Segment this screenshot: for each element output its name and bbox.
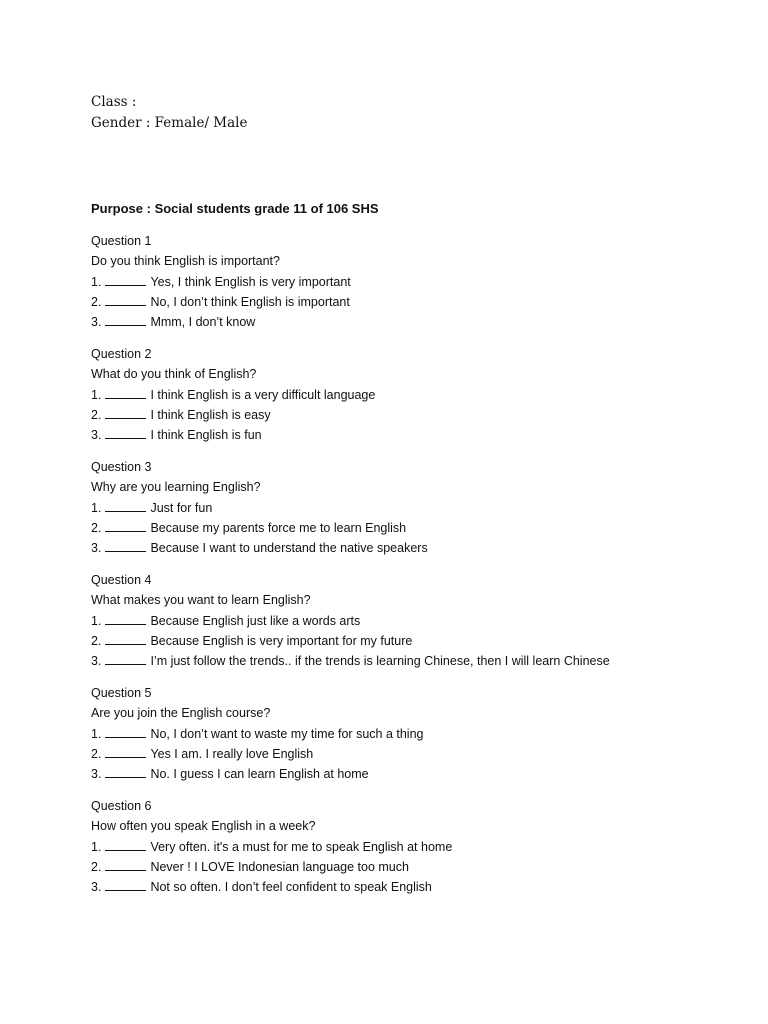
option-number: 3. bbox=[91, 541, 102, 556]
answer-blank-line[interactable] bbox=[105, 726, 146, 738]
option-number: 1. bbox=[91, 613, 102, 628]
option-number: 3. bbox=[91, 428, 102, 443]
option-text: I think English is a very difficult language bbox=[150, 387, 376, 402]
answer-option bbox=[91, 631, 731, 651]
option-text: Not so often. I don’t feel confident to speak English bbox=[150, 880, 432, 895]
answer-option bbox=[91, 877, 731, 897]
question-block-4 bbox=[91, 570, 731, 671]
option-number: 1. bbox=[91, 726, 102, 741]
answer-option bbox=[91, 837, 731, 857]
question-title: Question 2 bbox=[91, 346, 152, 361]
question-prompt: Why are you learning English? bbox=[91, 480, 261, 495]
answer-blank-line[interactable] bbox=[105, 274, 146, 286]
question-prompt: Are you join the English course? bbox=[91, 706, 271, 721]
question-prompt: What makes you want to learn English? bbox=[91, 593, 311, 608]
answer-option bbox=[91, 498, 731, 518]
answer-option bbox=[91, 385, 731, 405]
answer-blank-line[interactable] bbox=[105, 859, 146, 871]
option-text: No, I don’t think English is important bbox=[150, 294, 350, 309]
question-title: Question 5 bbox=[91, 685, 152, 700]
answer-option bbox=[91, 538, 731, 558]
option-number: 2. bbox=[91, 633, 102, 648]
option-text: Because I want to understand the native speakers bbox=[150, 541, 428, 556]
option-number: 1. bbox=[91, 839, 102, 854]
option-number: 2. bbox=[91, 520, 102, 535]
answer-option bbox=[91, 744, 731, 764]
question-prompt: Do you think English is important? bbox=[91, 254, 280, 269]
option-text: Very often. it's a must for me to speak English at home bbox=[150, 839, 453, 854]
option-text: Because English is very important for my future bbox=[150, 633, 413, 648]
option-number: 1. bbox=[91, 500, 102, 515]
question-prompt: How often you speak English in a week? bbox=[91, 819, 316, 834]
option-number: 1. bbox=[91, 274, 102, 289]
answer-blank-line[interactable] bbox=[105, 746, 146, 758]
respondent-info bbox=[91, 92, 731, 133]
option-text: Mmm, I don’t know bbox=[150, 315, 256, 330]
answer-blank-line[interactable] bbox=[105, 879, 146, 891]
option-number: 2. bbox=[91, 407, 102, 422]
question-block-2 bbox=[91, 344, 731, 445]
question-title: Question 3 bbox=[91, 459, 152, 474]
option-text: Because my parents force me to learn English bbox=[150, 520, 407, 535]
class-label: Class : bbox=[91, 94, 137, 110]
answer-blank-line[interactable] bbox=[105, 500, 146, 512]
answer-blank-line[interactable] bbox=[105, 387, 146, 399]
answer-option bbox=[91, 518, 731, 538]
option-number: 1. bbox=[91, 387, 102, 402]
question-list bbox=[91, 231, 731, 897]
answer-blank-line[interactable] bbox=[105, 540, 146, 552]
question-block-1 bbox=[91, 231, 731, 332]
answer-blank-line[interactable] bbox=[105, 427, 146, 439]
option-text: Yes, I think English is very important bbox=[150, 274, 351, 289]
option-number: 3. bbox=[91, 654, 102, 669]
answer-blank-line[interactable] bbox=[105, 314, 146, 326]
question-prompt: What do you think of English? bbox=[91, 367, 257, 382]
option-text: Yes I am. I really love English bbox=[150, 746, 314, 761]
answer-blank-line[interactable] bbox=[105, 653, 146, 665]
option-number: 3. bbox=[91, 880, 102, 895]
answer-option bbox=[91, 292, 731, 312]
answer-blank-line[interactable] bbox=[105, 613, 146, 625]
option-text: No, I don’t want to waste my time for such a thing bbox=[150, 726, 424, 741]
question-title: Question 1 bbox=[91, 234, 152, 248]
questionnaire-content bbox=[91, 92, 731, 909]
option-text: I’m just follow the trends.. if the trends is learning Chinese, then I will learn Chinese bbox=[150, 654, 610, 669]
answer-option bbox=[91, 272, 731, 292]
answer-option bbox=[91, 764, 731, 784]
answer-blank-line[interactable] bbox=[105, 839, 146, 851]
option-text: Just for fun bbox=[150, 500, 213, 515]
option-text: Because English just like a words arts bbox=[150, 613, 361, 628]
option-number: 2. bbox=[91, 859, 102, 874]
option-text: No. I guess I can learn English at home bbox=[150, 767, 369, 782]
answer-blank-line[interactable] bbox=[105, 766, 146, 778]
question-block-3 bbox=[91, 457, 731, 558]
answer-option bbox=[91, 651, 731, 671]
answer-option bbox=[91, 857, 731, 877]
answer-blank-line[interactable] bbox=[105, 407, 146, 419]
answer-blank-line[interactable] bbox=[105, 294, 146, 306]
question-block-6 bbox=[91, 796, 731, 897]
question-title: Question 4 bbox=[91, 572, 152, 587]
answer-option bbox=[91, 611, 731, 631]
answer-option bbox=[91, 312, 731, 332]
answer-option bbox=[91, 724, 731, 744]
answer-blank-line[interactable] bbox=[105, 520, 146, 532]
option-number: 3. bbox=[91, 315, 102, 330]
question-title: Question 6 bbox=[91, 798, 152, 813]
option-number: 2. bbox=[91, 294, 102, 309]
option-number: 2. bbox=[91, 746, 102, 761]
option-text: I think English is easy bbox=[150, 407, 271, 422]
answer-option bbox=[91, 425, 731, 445]
purpose-heading: Purpose : Social students grade 11 of 106 SHS bbox=[91, 201, 379, 216]
option-text: Never ! I LOVE Indonesian language too much bbox=[150, 859, 409, 874]
gender-label: Gender : Female/ Male bbox=[91, 114, 248, 131]
question-block-5 bbox=[91, 683, 731, 784]
option-text: I think English is fun bbox=[150, 428, 262, 443]
answer-blank-line[interactable] bbox=[105, 633, 146, 645]
option-number: 3. bbox=[91, 767, 102, 782]
answer-option bbox=[91, 405, 731, 425]
